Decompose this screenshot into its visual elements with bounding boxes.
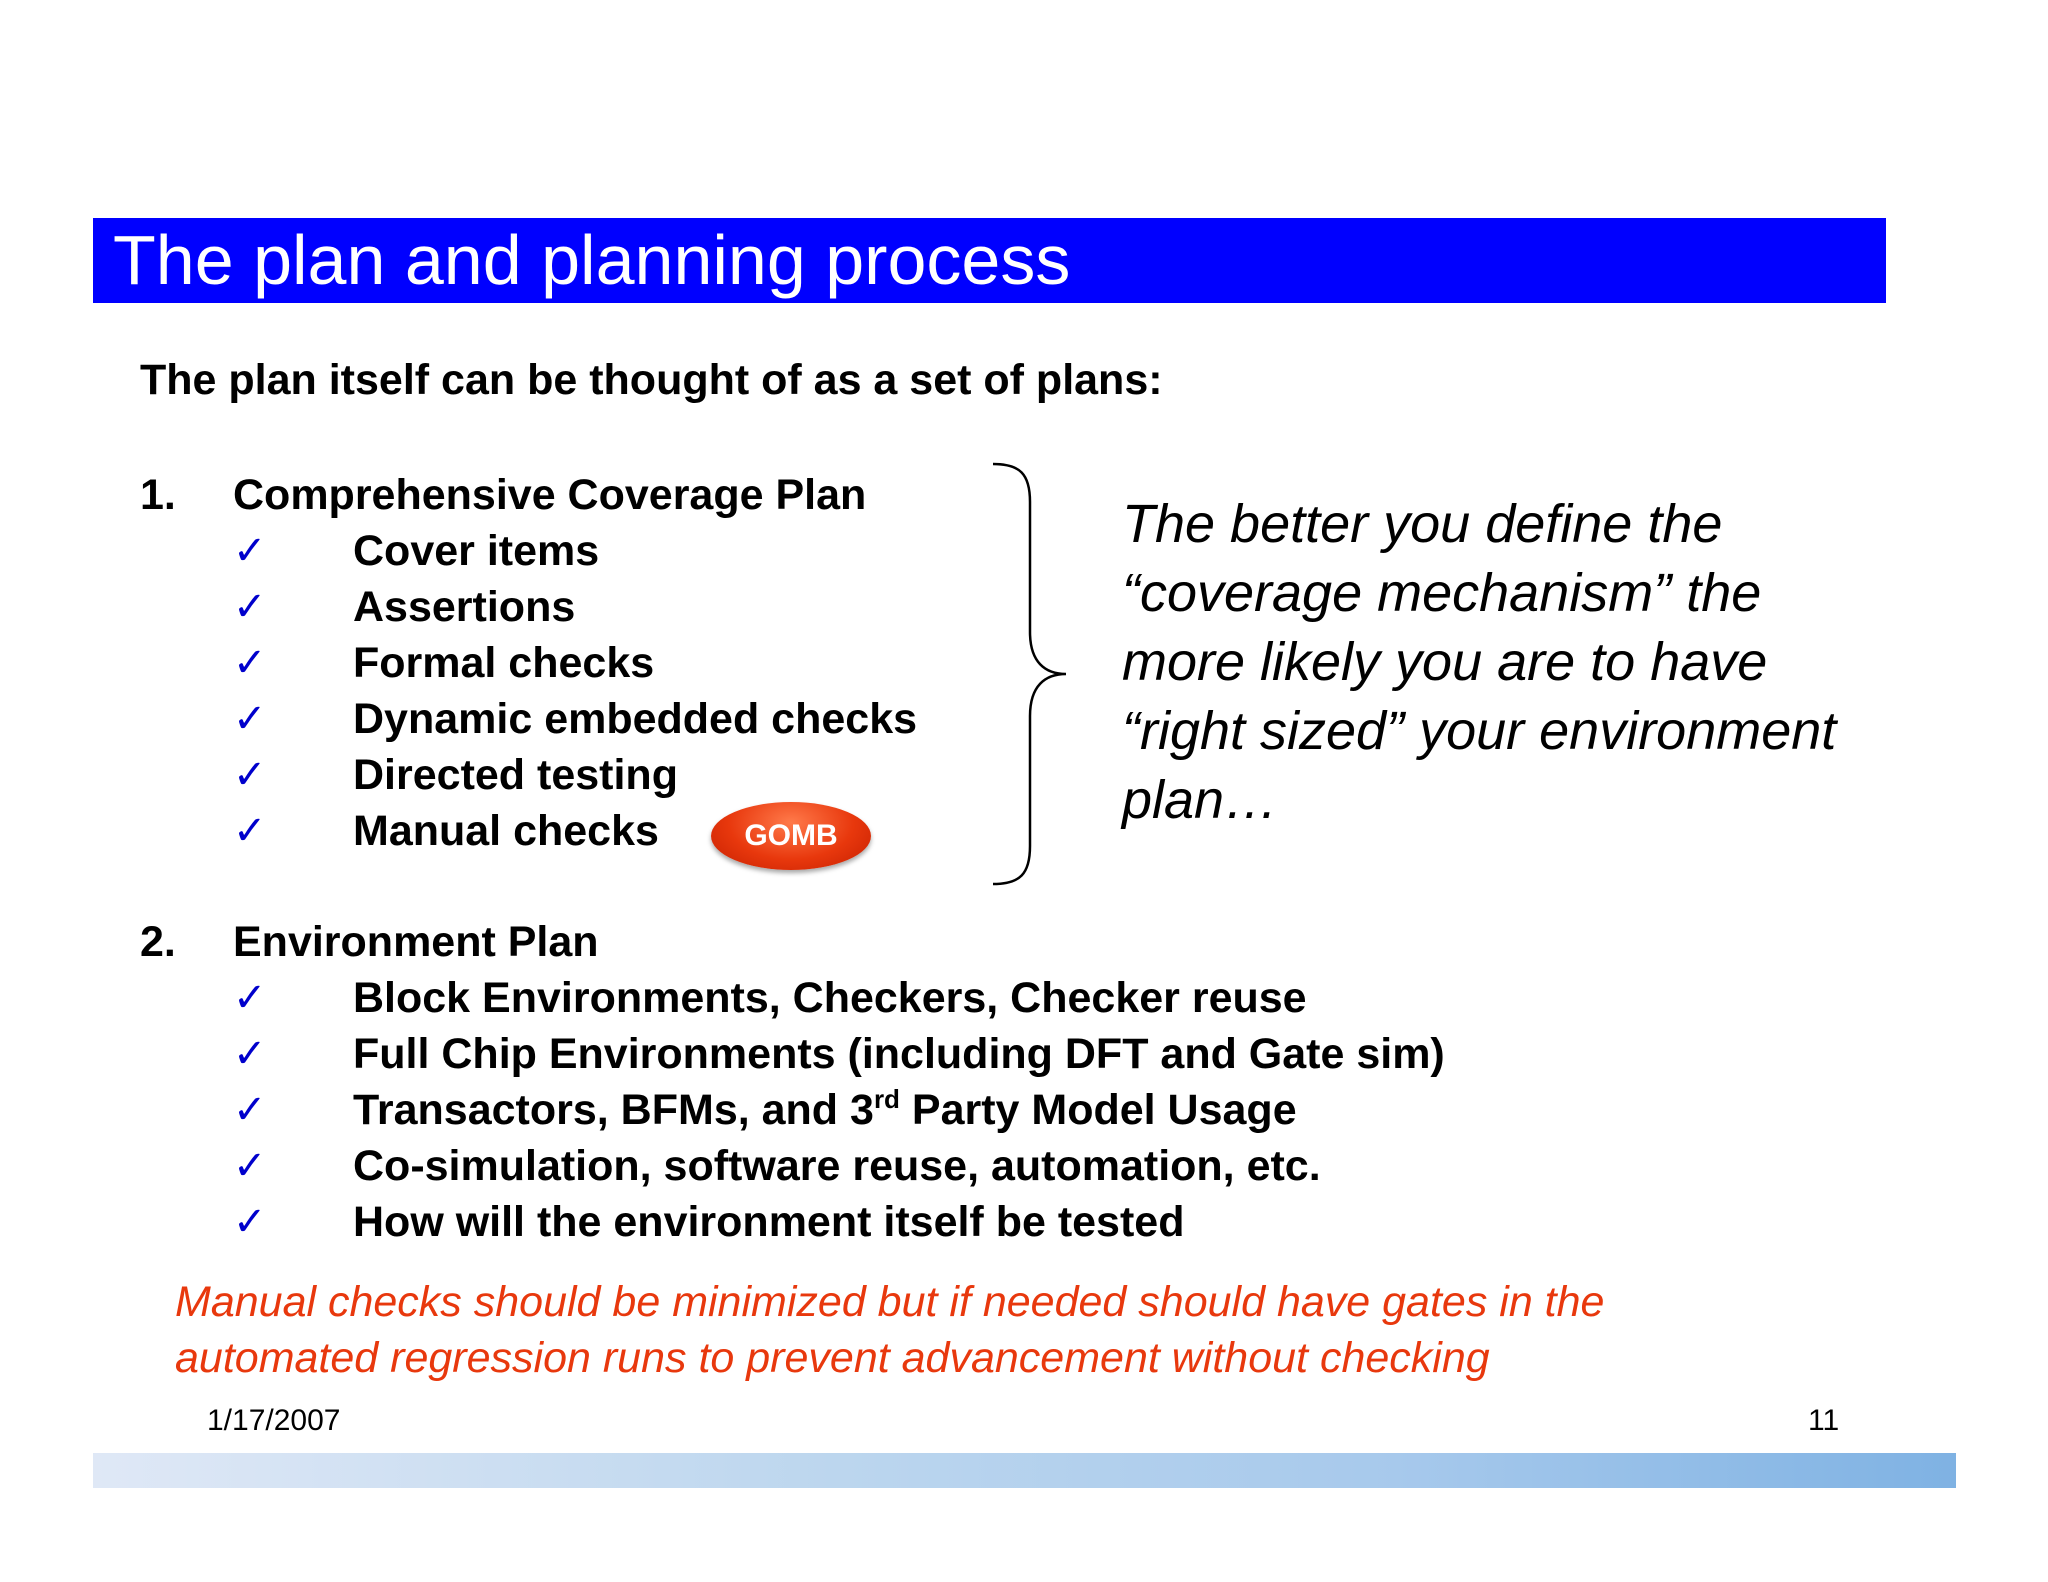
checkmark-icon: ✓	[233, 1143, 267, 1189]
list-item-text: Directed testing	[353, 751, 678, 799]
intro-text: The plan itself can be thought of as a set of plans:	[140, 356, 1163, 404]
manual-checks-note	[175, 1274, 1604, 1386]
quote-line: “coverage mechanism” the	[1122, 563, 1762, 623]
checkmark-icon: ✓	[233, 1087, 267, 1133]
checkmark-icon: ✓	[233, 584, 267, 630]
list-item-text: Manual checks	[353, 807, 659, 855]
ordinal-suffix: rd	[873, 1084, 900, 1114]
plan-title: Comprehensive Coverage Plan	[233, 471, 867, 519]
page-number: 11	[1808, 1404, 1840, 1437]
transactors-text: Transactors, BFMs, and 3	[353, 1086, 874, 1134]
plan-number: 1.	[140, 471, 176, 519]
quote-line: The better you define the	[1122, 494, 1723, 554]
checkmark-icon: ✓	[233, 696, 267, 742]
slide-title: The plan and planning process	[113, 221, 1071, 299]
list-item-text: How will the environment itself be tested	[353, 1198, 1185, 1246]
list-item-text: Assertions	[353, 583, 576, 631]
quote-text	[1122, 490, 1836, 835]
plan-number: 2.	[140, 918, 176, 966]
footer-date: 1/17/2007	[207, 1404, 341, 1437]
list-item-text: Block Environments, Checkers, Checker reuse	[353, 974, 1307, 1022]
checkmark-icon: ✓	[233, 1199, 267, 1245]
list-item-text: Full Chip Environments (including DFT and Gate sim)	[353, 1030, 1445, 1078]
checkmark-icon: ✓	[233, 1031, 267, 1077]
transactors-text-rest: Party Model Usage	[899, 1086, 1297, 1134]
gomb-badge: GOMB	[711, 802, 871, 870]
curly-brace-icon	[990, 462, 1070, 886]
quote-line: “right sized” your environment	[1122, 701, 1837, 761]
checkmark-icon: ✓	[233, 752, 267, 798]
title-bar	[93, 218, 1886, 303]
list-item-text: Co-simulation, software reuse, automation, etc.	[353, 1142, 1321, 1190]
note-line: automated regression runs to prevent advancement without checking	[175, 1334, 1490, 1382]
checkmark-icon: ✓	[233, 808, 267, 854]
list-item-text: Cover items	[353, 527, 600, 575]
list-item-text: Dynamic embedded checks	[353, 695, 918, 743]
list-item-text	[353, 1082, 1297, 1138]
list-item-text: Formal checks	[353, 639, 655, 687]
checkmark-icon: ✓	[233, 640, 267, 686]
quote-line: more likely you are to have	[1122, 632, 1768, 692]
quote-line: plan…	[1122, 770, 1279, 830]
plan-title: Environment Plan	[233, 918, 599, 966]
note-line: Manual checks should be minimized but if needed should have gates in the	[175, 1278, 1605, 1326]
checkmark-icon: ✓	[233, 975, 267, 1021]
footer-band	[93, 1453, 1956, 1488]
checkmark-icon: ✓	[233, 528, 267, 574]
